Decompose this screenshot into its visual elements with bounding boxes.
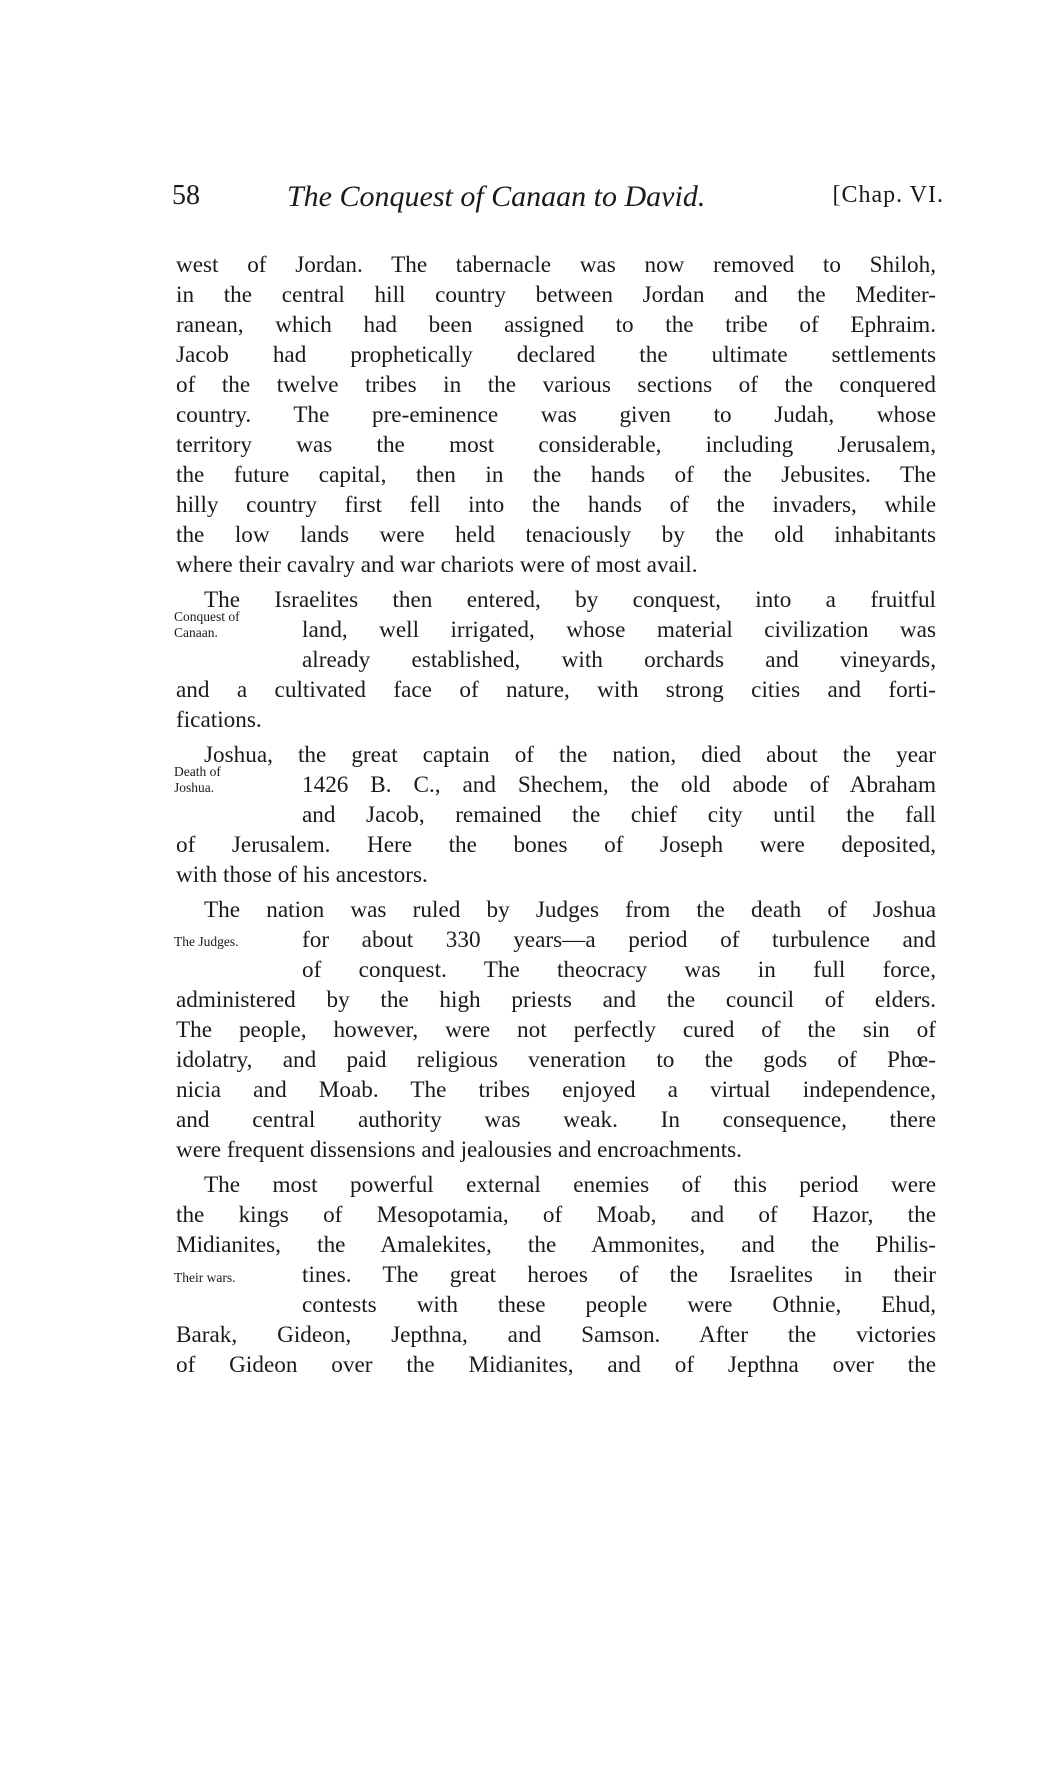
text-line: and central authority was weak. In consequence, there bbox=[176, 1107, 936, 1133]
text-line: the low lands were held tenaciously by the old inhabitants bbox=[176, 522, 936, 548]
text-line: with those of his ancestors. bbox=[176, 862, 428, 888]
text-line: nicia and Moab. The tribes enjoyed a virtual independence, bbox=[176, 1077, 936, 1103]
side-note-line: The Judges. bbox=[174, 934, 239, 949]
side-note-line: Death of bbox=[174, 764, 221, 779]
text-line: The most powerful external enemies of this period were bbox=[204, 1172, 936, 1198]
text-line: of Gideon over the Midianites, and of Jepthna over the bbox=[176, 1352, 936, 1378]
side-note-line: Conquest of bbox=[174, 609, 240, 624]
text-line: contests with these people were Othnie, Ehud, bbox=[302, 1292, 936, 1318]
text-line: where their cavalry and war chariots were of most avail. bbox=[176, 552, 698, 578]
text-line: in the central hill country between Jordan and the Mediter- bbox=[176, 282, 936, 308]
text-line: administered by the high priests and the council of elders. bbox=[176, 987, 936, 1013]
text-line: land, well irrigated, whose material civilization was bbox=[302, 617, 936, 643]
text-line: Joshua, the great captain of the nation, died about the year bbox=[204, 742, 936, 768]
text-line: idolatry, and paid religious veneration to the gods of Phœ- bbox=[176, 1047, 936, 1073]
text-line: Barak, Gideon, Jepthna, and Samson. After the victories bbox=[176, 1322, 936, 1348]
running-title: The Conquest of Canaan to David. bbox=[287, 180, 706, 213]
text-line: The Israelites then entered, by conquest, into a fruitful bbox=[204, 587, 936, 613]
text-line: The nation was ruled by Judges from the death of Joshua bbox=[204, 897, 936, 923]
text-line: for about 330 years—a period of turbulence and bbox=[302, 927, 936, 953]
text-line: the future capital, then in the hands of the Jebusites. The bbox=[176, 462, 936, 488]
text-line: of conquest. The theocracy was in full force, bbox=[302, 957, 936, 983]
side-note-line: Joshua. bbox=[174, 780, 215, 795]
chapter-label: [Chap. VI. bbox=[832, 182, 944, 208]
text-line: the kings of Mesopotamia, of Moab, and of Hazor, the bbox=[176, 1202, 936, 1228]
side-note-line: Their wars. bbox=[174, 1270, 236, 1285]
text-line: and Jacob, remained the chief city until the fall bbox=[302, 802, 936, 828]
text-line: of the twelve tribes in the various sections of the conquered bbox=[176, 372, 936, 398]
text-line: already established, with orchards and vineyards, bbox=[302, 647, 936, 673]
text-line: country. The pre-eminence was given to Judah, whose bbox=[176, 402, 936, 428]
side-note-death bbox=[174, 764, 294, 796]
text-line: and a cultivated face of nature, with strong cities and forti- bbox=[176, 677, 936, 703]
text-line: The people, however, were not perfectly cured of the sin of bbox=[176, 1017, 936, 1043]
running-header bbox=[172, 180, 944, 224]
text-line: Jacob had prophetically declared the ultimate settlements bbox=[176, 342, 936, 368]
side-note-line: Canaan. bbox=[174, 625, 218, 640]
text-line: fications. bbox=[176, 707, 262, 733]
text-line: Midianites, the Amalekites, the Ammonites, and the Philis- bbox=[176, 1232, 936, 1258]
side-note-wars bbox=[174, 1270, 294, 1286]
text-line: were frequent dissensions and jealousies and encroachments. bbox=[176, 1137, 742, 1163]
text-line: west of Jordan. The tabernacle was now removed to Shiloh, bbox=[176, 252, 936, 278]
page-number: 58 bbox=[172, 180, 200, 211]
text-line: of Jerusalem. Here the bones of Joseph were deposited, bbox=[176, 832, 936, 858]
text-line: hilly country first fell into the hands of the invaders, while bbox=[176, 492, 936, 518]
side-note-conquest bbox=[174, 609, 294, 641]
text-line: tines. The great heroes of the Israelites in their bbox=[302, 1262, 936, 1288]
text-line: ranean, which had been assigned to the tribe of Ephraim. bbox=[176, 312, 936, 338]
text-line: territory was the most considerable, including Jerusalem, bbox=[176, 432, 936, 458]
side-note-judges bbox=[174, 934, 294, 950]
text-line: 1426 B. C., and Shechem, the old abode of Abraham bbox=[302, 772, 936, 798]
